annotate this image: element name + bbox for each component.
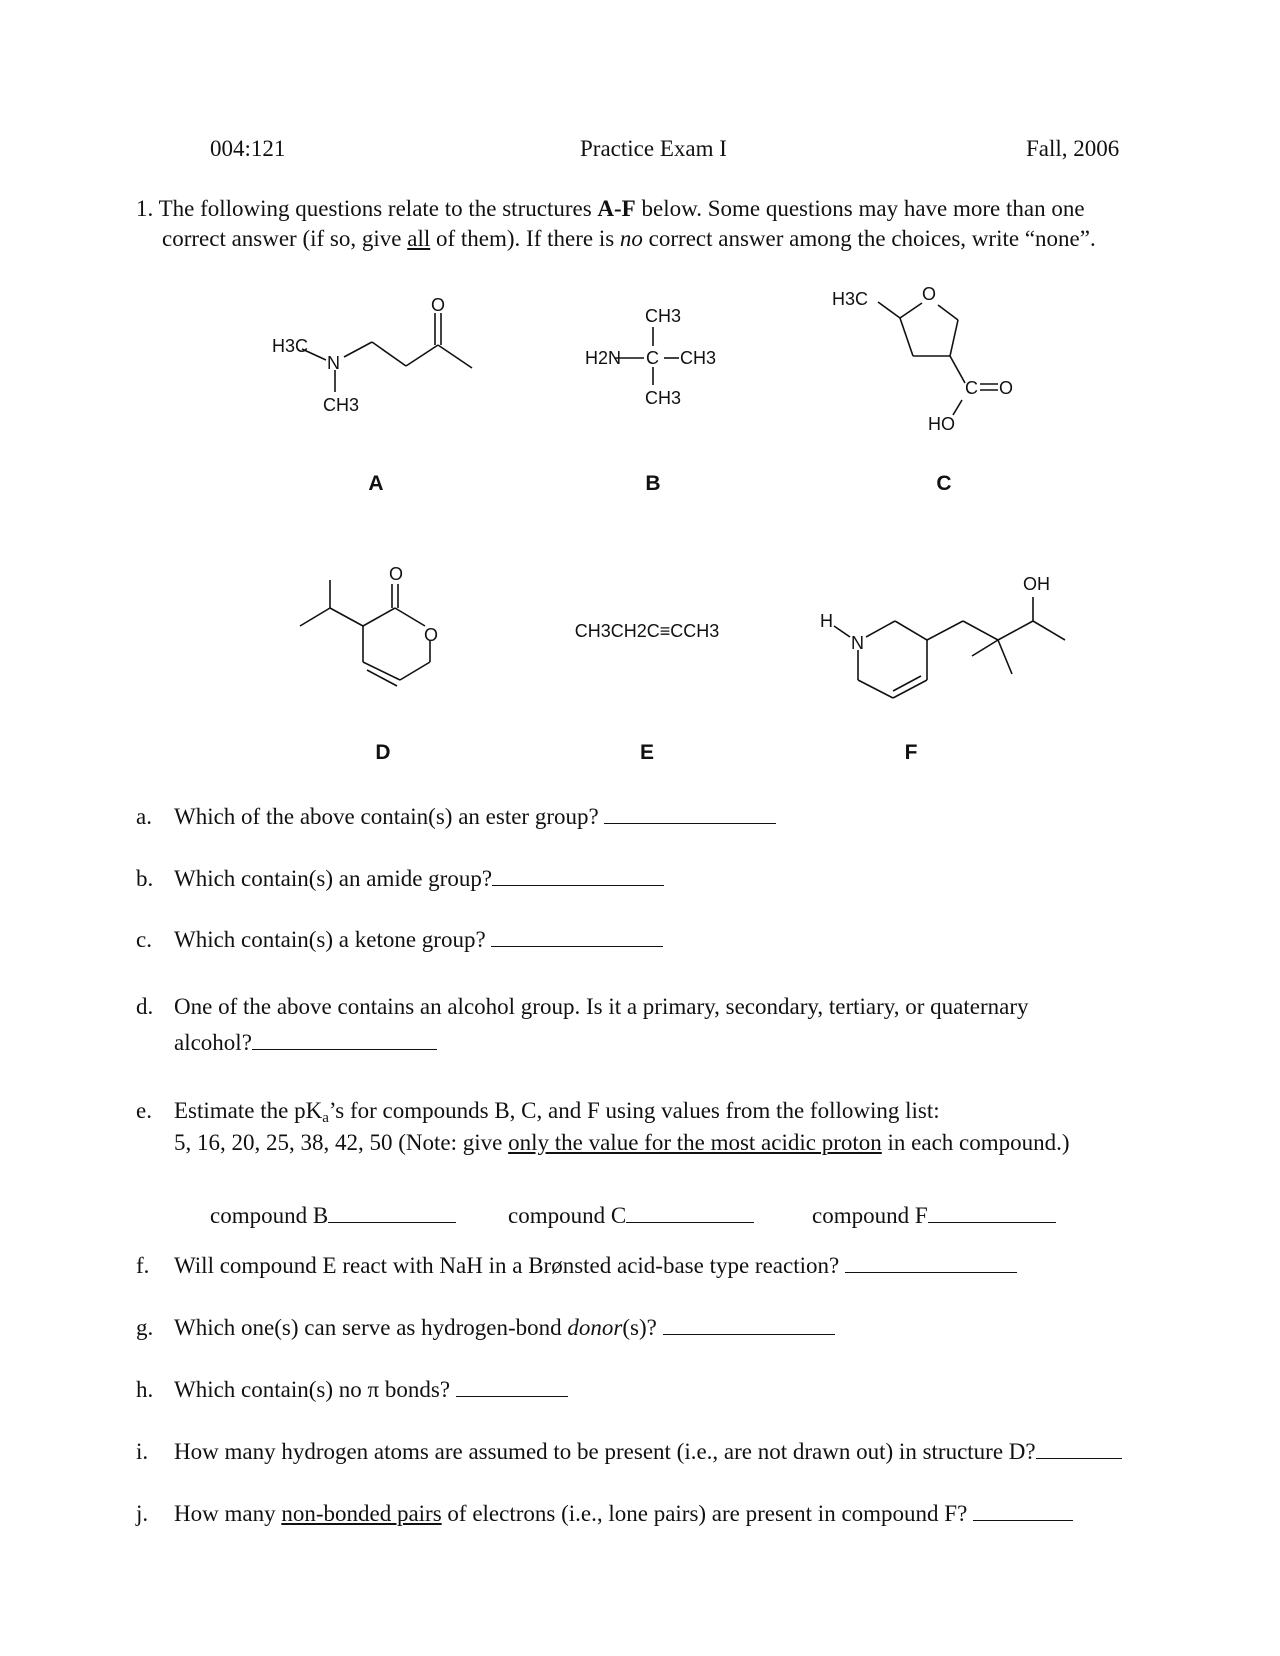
question-g-donor: donor (567, 1315, 623, 1340)
question-g-letter: g. (136, 1315, 154, 1340)
question-j-letter: j. (136, 1501, 149, 1526)
exam-term: Fall, 2006 (1026, 136, 1120, 161)
structure-c-label: C (936, 472, 952, 495)
compound-b-label: compound B (210, 1203, 329, 1228)
answer-e-compound-f-blank[interactable] (928, 1202, 1056, 1223)
course-number: 004:121 (210, 136, 286, 161)
answer-g-blank[interactable] (663, 1314, 835, 1335)
structure-d-label: D (375, 741, 391, 764)
structure-f-atom-n: N (851, 633, 864, 653)
answer-h-blank[interactable] (456, 1376, 568, 1397)
intro-no: no (619, 226, 643, 251)
structure-d (300, 564, 438, 686)
structure-a-atom-h3c: H3C (272, 336, 309, 356)
structure-c-atom-ring-o: O (922, 284, 937, 304)
structure-a-atom-o: O (431, 295, 446, 315)
question-h-text: Which contain(s) no π bonds? (174, 1377, 451, 1402)
structure-f-atom-oh: OH (1023, 574, 1050, 594)
answer-b-blank[interactable] (492, 865, 664, 886)
question-e-note-underlined: only the value for the most acidic proton (508, 1130, 882, 1155)
question-d-text2: alcohol? (174, 1030, 252, 1055)
structure-b-atom-ch3-bottom: CH3 (645, 388, 682, 408)
structure-f-label: F (904, 741, 918, 764)
question-h-letter: h. (136, 1377, 154, 1402)
compound-c-answer (508, 1202, 754, 1229)
question-i-letter: i. (136, 1439, 149, 1464)
answer-e-compound-c-blank[interactable] (626, 1202, 754, 1223)
intro-part1: The following questions relate to the structures (158, 196, 598, 221)
structure-c-atom-o: O (999, 378, 1014, 398)
question-d-letter: d. (136, 994, 154, 1019)
question-b-text: Which contain(s) an amide group? (174, 866, 493, 891)
structure-b (585, 306, 716, 408)
intro-part2: below. Some questions may have more than one (635, 196, 1085, 221)
question-f-letter: f. (136, 1253, 150, 1278)
question-b-letter: b. (136, 866, 154, 891)
structure-a-atom-n: N (327, 353, 340, 373)
question-e-letter: e. (136, 1098, 152, 1123)
structure-d-atom-ring-o: O (424, 625, 439, 645)
question-d-text: One of the above contains an alcohol group. Is it a primary, secondary, tertiary, or quaternary (174, 994, 1029, 1019)
question-j-underlined: non-bonded pairs (281, 1501, 442, 1526)
question-c-letter: c. (136, 927, 152, 952)
question-i-text: How many hydrogen atoms are assumed to be present (i.e., are not drawn out) in structure D? (174, 1439, 1036, 1464)
structure-b-atom-ch3-top: CH3 (645, 306, 682, 326)
structure-c-atom-c: C (965, 378, 978, 398)
structure-d-atom-carbonyl-o: O (389, 564, 404, 584)
question-e-value-list: 5, 16, 20, 25, 38, 42, 50 (Note: give (174, 1130, 509, 1155)
compound-b-answer (210, 1202, 456, 1229)
answer-c-blank[interactable] (491, 926, 663, 947)
question-e-text-b: ’s for compounds B, C, and F using values from the following list: (328, 1098, 940, 1123)
structure-b-label: B (645, 472, 661, 495)
question-a-letter: a. (136, 804, 152, 829)
compound-c-label: compound C (508, 1203, 627, 1228)
question-c-text: Which contain(s) a ketone group? (174, 927, 486, 952)
question-e-list-end: in each compound.) (881, 1130, 1070, 1155)
structure-b-atom-ch3-right: CH3 (680, 348, 717, 368)
question-a-text: Which of the above contain(s) an ester group? (174, 804, 599, 829)
question-j-text-b: of electrons (i.e., lone pairs) are present in compound F? (441, 1501, 968, 1526)
intro-all: all (407, 226, 431, 251)
structure-a-atom-ch3: CH3 (323, 395, 360, 415)
question-f-text: Will compound E react with NaH in a Brønsted acid-base type reaction? (174, 1253, 840, 1278)
answer-d-blank[interactable] (252, 1029, 437, 1050)
intro-part5: correct answer among the choices, write “none”. (642, 226, 1096, 251)
structure-c (832, 284, 1013, 434)
question-e-subscript: a (322, 1110, 329, 1126)
answer-e-compound-b-blank[interactable] (328, 1202, 456, 1223)
structure-f (820, 574, 1065, 698)
question-g-text-b: (s)? (622, 1315, 657, 1340)
answer-f-blank[interactable] (845, 1252, 1017, 1273)
structure-e-label: E (639, 741, 655, 764)
intro-part3: correct answer (if so, give (162, 226, 408, 251)
structure-a (272, 295, 472, 415)
compound-f-label: compound F (812, 1203, 928, 1228)
structures-figure (0, 0, 1280, 800)
structure-a-label: A (368, 472, 384, 495)
structure-c-atom-h3c: H3C (832, 289, 869, 309)
question-1-number: 1. (136, 196, 154, 221)
exam-title: Practice Exam I (580, 136, 727, 161)
structure-c-atom-ho: HO (928, 414, 955, 434)
structure-e-formula: CH3CH2C≡CCH3 (574, 621, 720, 641)
structure-b-atom-h2n: H2N (585, 348, 622, 368)
answer-a-blank[interactable] (604, 803, 776, 824)
structure-f-atom-h: H (820, 611, 833, 631)
question-g-text-a: Which one(s) can serve as hydrogen-bond (174, 1315, 568, 1340)
question-e-text-a: Estimate the pK (174, 1098, 323, 1123)
intro-structures-range: A-F (597, 196, 636, 221)
compound-f-answer (812, 1202, 1056, 1229)
answer-j-blank[interactable] (973, 1500, 1073, 1521)
structure-b-atom-c: C (646, 348, 659, 368)
answer-i-blank[interactable] (1036, 1438, 1122, 1459)
question-j-text-a: How many (174, 1501, 282, 1526)
intro-part4: of them). If there is (430, 226, 620, 251)
